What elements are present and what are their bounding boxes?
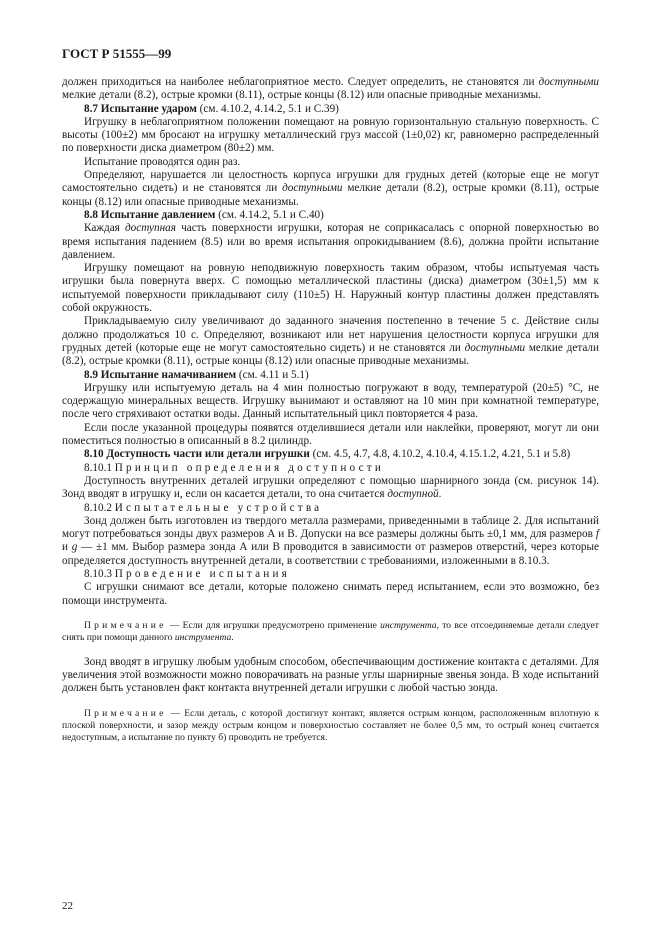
document-header: ГОСТ Р 51555—99 <box>62 46 172 61</box>
page-number: 22 <box>62 900 73 912</box>
paragraph: Испытание проводятся один раз. <box>84 155 241 168</box>
section-heading-8-10: 8.10 Доступность части или детали игрушки (см. 4.5, 4.7, 4.8, 4.10.2, 4.10.4, 4.15.1.2, 4.21, 5.1 и 5.8) <box>84 448 571 461</box>
paragraph: Определяют, нарушается ли целостность корпуса игрушки для грудных детей (которые еще не могут самостоятельно сидеть) и не становятся ли доступными мелкие детали (8.2), острые кромки (8.11), острые концы (8.12) или опасные приводные механизмы. <box>62 169 599 208</box>
document-body <box>62 76 599 756</box>
paragraph: С игрушки снимают все детали, которые положено снимать перед испытанием, если это возможно, без помощи инструмента. <box>62 581 599 607</box>
section-heading-8-7: 8.7 Испытание ударом (см. 4.10.2, 4.14.2, 5.1 и С.39) <box>84 102 339 115</box>
paragraph: Каждая доступная часть поверхности игрушки, которая не соприкасалась с опорной поверхностью во время испытания падением (8.5) или во время испытания опрокидыванием (8.6), должна пройти испытание давлением. <box>62 222 599 261</box>
paragraph: Зонд вводят в игрушку любым удобным способом, обеспечивающим достижение контакта с деталями. Для увеличения этой возможности можно поворачивать на разные углы шарнирные звенья зонда. В ходе испытаний должен быть установлен факт контакта внутренней детали игрушки с любой частью зонда. <box>62 655 599 695</box>
subsection-heading-8-10-3: 8.10.3 Проведение испытания <box>84 567 291 580</box>
note-2: Примечание — Если деталь, с которой достигнут контакт, является острым концом, расположенным вплотную к плоской поверхности, и зазор между острым концом и поверхностью составляет не более 0,5 мм, то острый конец считается недоступным, а испытание по пункту б) проводить не требуется. <box>62 707 599 743</box>
paragraph: Зонд должен быть изготовлен из твердого металла размерами, приведенными в таблице 2. Для испытаний могут потребоваться зонды двух размеров А и В. Допуски на все размеры должны быть ±0,1 мм, для размеров f и g — ±1 мм. Выбор размера зонда А или В проводится в зависимости от размеров отверстий, через которые определяется доступность внутренней детали, в соответствии с требованиями, изложенными в 8.10.3. <box>62 514 599 567</box>
section-heading-8-9: 8.9 Испытание намачиванием (см. 4.11 и 5.1) <box>84 368 309 381</box>
paragraph: должен приходиться на наиболее неблагоприятное место. Следует определить, не становятся ли доступными мелкие детали (8.2), острые кромки (8.11), острые концы (8.12) или опасные приводные механизмы. <box>62 76 599 102</box>
paragraph: Игрушку в неблагоприятном положении помещают на ровную горизонтальную стальную поверхность. С высоты (100±2) мм бросают на игрушку металлический груз массой (1±0,02) кг, равномерно распределенный по поверхности диска диаметром (80±2) мм. <box>62 115 599 155</box>
section-heading-8-8: 8.8 Испытание давлением (см. 4.14.2, 5.1 и С.40) <box>84 208 324 221</box>
subsection-heading-8-10-1: 8.10.1 Принцип определения доступности <box>84 461 385 474</box>
paragraph: Игрушку или испытуемую деталь на 4 мин полностью погружают в воду, температурой (20±5) °С, не содержащую минеральных веществ. Игрушку вынимают и оставляют на 10 мин при комнатной температуре, после чего стряхивают остатки воды. Данный испытательный цикл повторяется 4 раза. <box>62 381 599 421</box>
subsection-heading-8-10-2: 8.10.2 Испытательные устройства <box>84 501 323 514</box>
paragraph: Прикладываемую силу увеличивают до заданного значения постепенно в течение 5 с. Действие силы должно продолжаться 10 с. Определяют, возникают или нет нарушения целостности корпуса игрушки для грудных детей (которые еще не могут самостоятельно сидеть) и не становятся ли доступными мелкие детали (8.2), острые кромки (8.11), острые концы (8.12) или опасные приводные механизмы. <box>62 315 599 368</box>
paragraph: Игрушку помещают на ровную неподвижную поверхность таким образом, чтобы испытуемая часть игрушки была повернута вверх. С помощью металлической пластины (диска) диаметром (30±1,5) мм к испытуемой поверхности прикладывают силу (110±5) Н. Наружный контур пластины должен представлять собой окружность. <box>62 262 599 315</box>
paragraph: Если после указанной процедуры появятся отделившиеся детали или наклейки, проверяют, могут ли они поместиться полностью в описанный в 8.2 цилиндр. <box>62 421 599 448</box>
paragraph: Доступность внутренних деталей игрушки определяют с помощью шарнирного зонда (см. рисунок 14). Зонд вводят в игрушку и, если он касается детали, то она считается доступной. <box>62 474 599 501</box>
note-1: Примечание — Если для игрушки предусмотрено применение инструмента, то все отсоединяемые детали следует снять при помощи данного инструмента. <box>62 619 600 643</box>
